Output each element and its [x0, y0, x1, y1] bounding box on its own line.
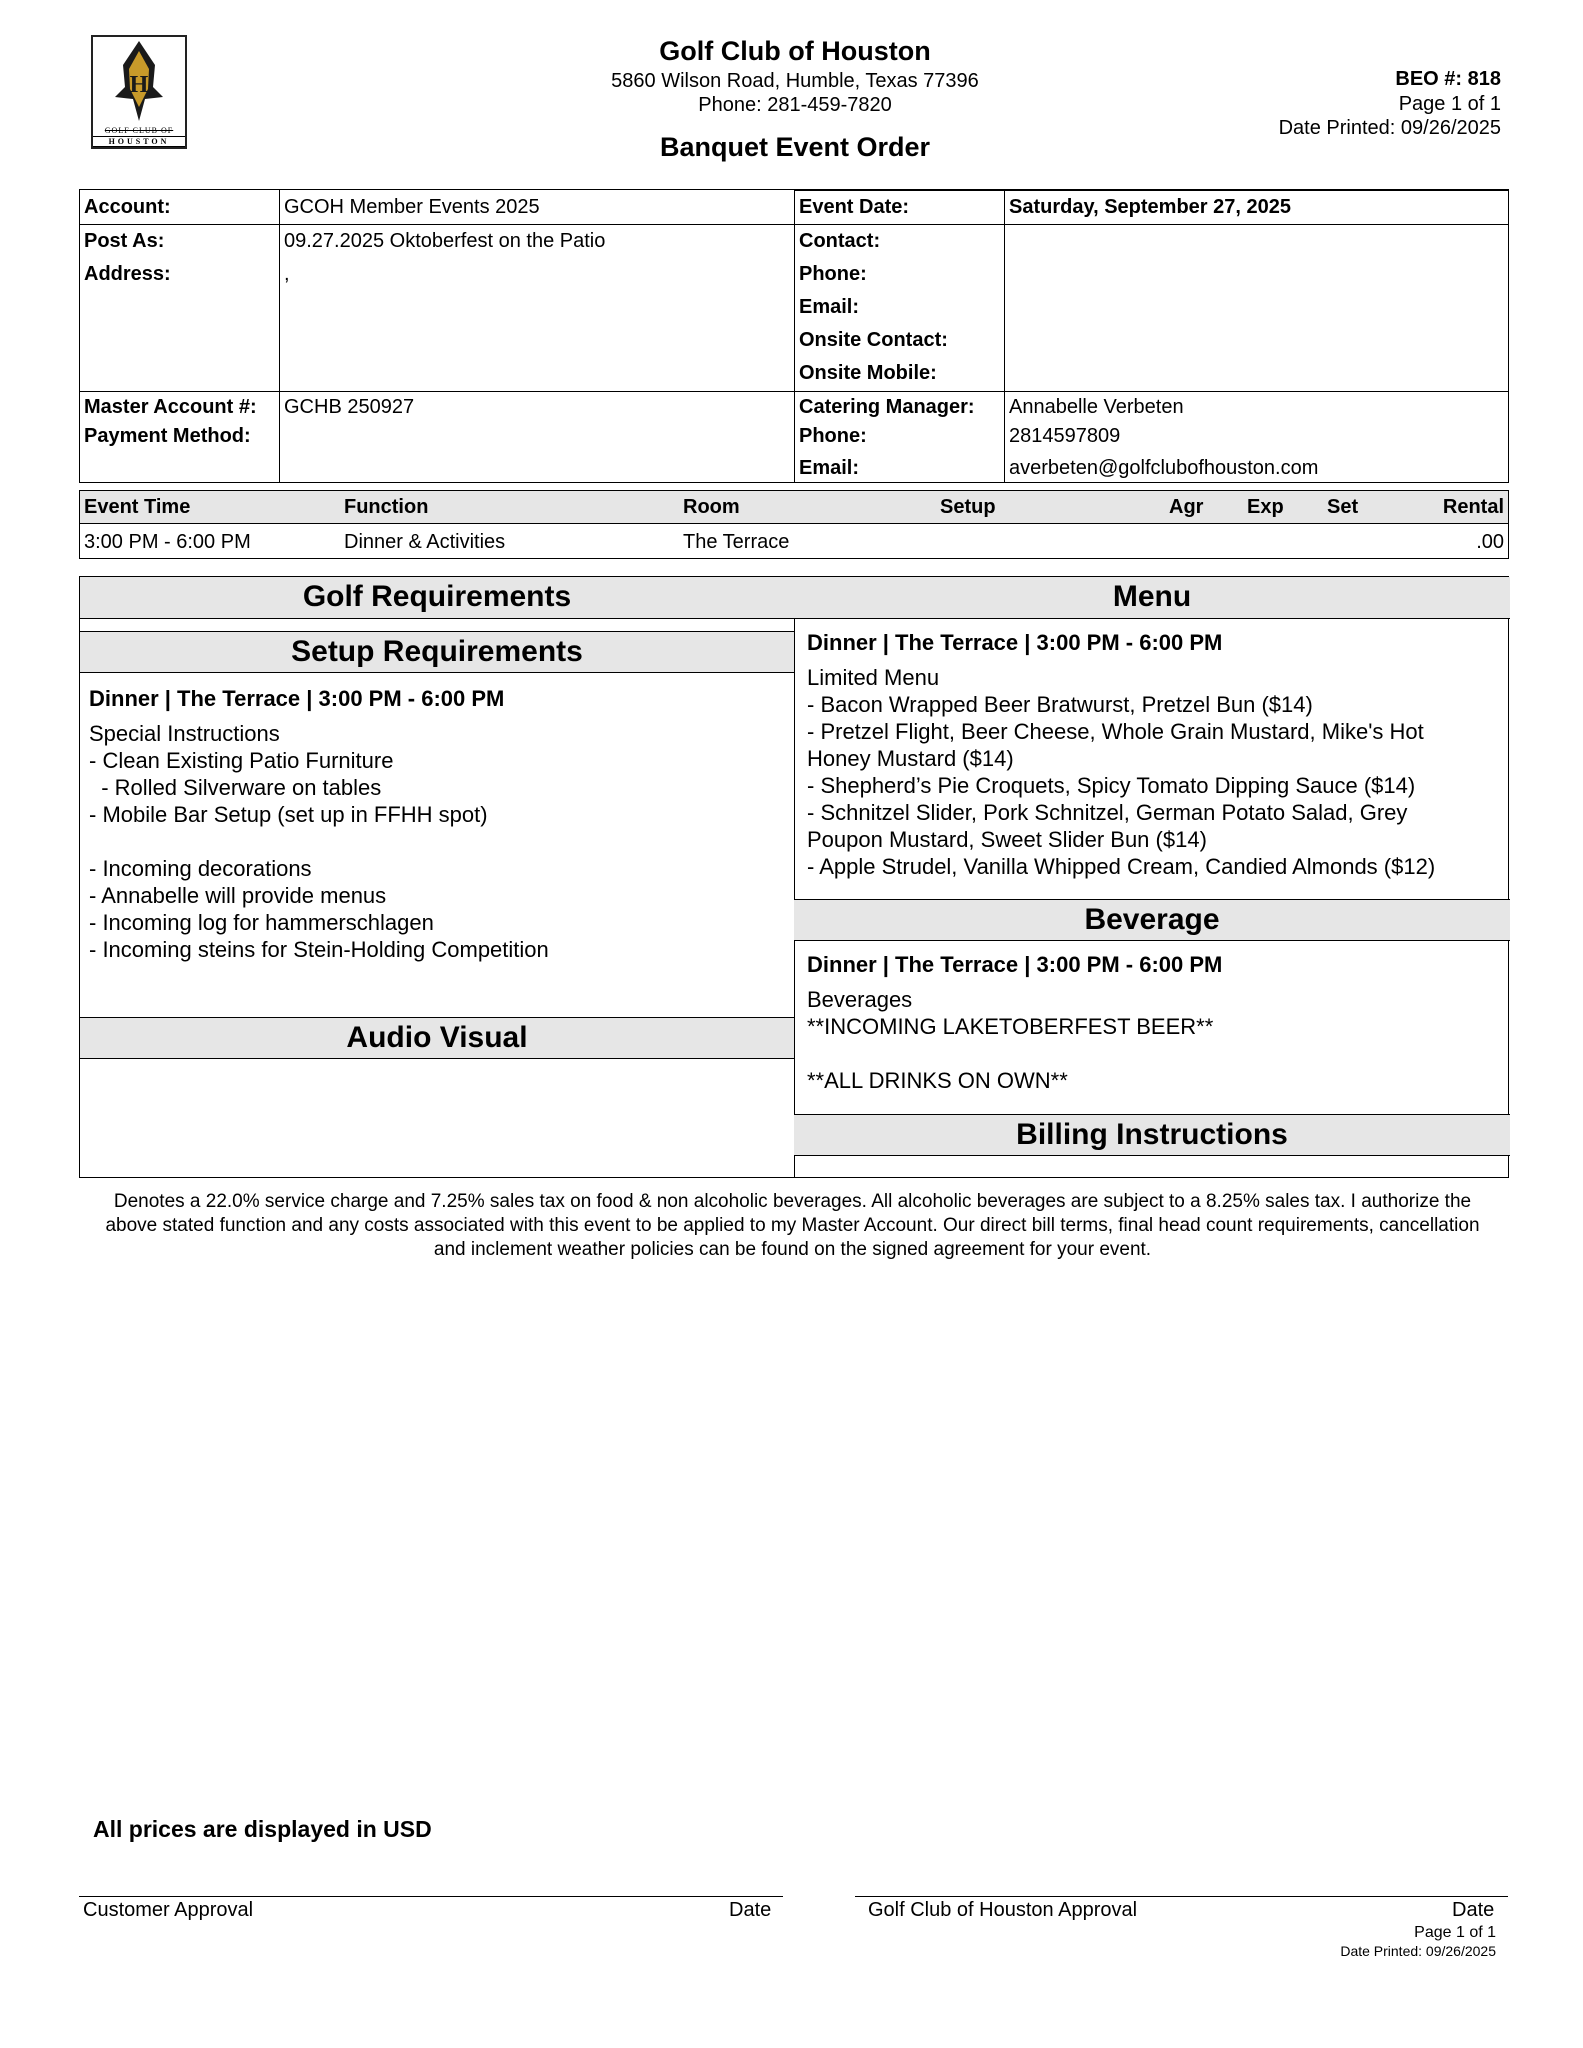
col-rental: Rental — [1442, 496, 1504, 518]
customer-signature-line — [79, 1896, 783, 1897]
setup-requirements-heading: Setup Requirements — [80, 631, 794, 673]
menu-subheading: Dinner | The Terrace | 3:00 PM - 6:00 PM — [807, 630, 1223, 655]
beo-number: BEO #: 818 — [1395, 68, 1501, 90]
event-time-table — [79, 490, 1509, 559]
logo-text-bottom: HOUSTON — [93, 136, 185, 147]
catering-manager-value: Annabelle Verbeten — [1009, 396, 1184, 418]
setup-instructions: Special Instructions - Clean Existing Patio Furniture - Rolled Silverware on tables - Mobile Bar Setup (set up in FFHH spot) - Incoming decorations - Annabelle will provide menus - Incoming log for hammerschlagen - Incoming steins for Stein-Holding Competition — [89, 721, 549, 962]
golf-requirements-heading: Golf Requirements — [80, 577, 794, 619]
master-account-value: GCHB 250927 — [284, 396, 415, 418]
row-event-time: 3:00 PM - 6:00 PM — [84, 531, 251, 553]
cm-phone-label: Phone: — [799, 425, 867, 447]
col-function: Function — [344, 496, 429, 518]
account-info-table — [79, 189, 1509, 483]
cm-phone-value: 2814597809 — [1009, 425, 1121, 447]
audio-visual-heading: Audio Visual — [80, 1017, 794, 1059]
master-account-label: Master Account #: — [84, 396, 257, 418]
club-logo — [91, 35, 187, 149]
col-agr: Agr — [1169, 496, 1204, 518]
phone-label: Phone: — [799, 263, 867, 285]
beverage-details: Beverages **INCOMING LAKETOBERFEST BEER** **ALL DRINKS ON OWN** — [807, 987, 1214, 1093]
footer-date-printed: Date Printed: 09/26/2025 — [1340, 1943, 1496, 1959]
col-event-time: Event Time — [84, 496, 191, 518]
post-as-label: Post As: — [84, 230, 165, 252]
menu-heading: Menu — [794, 577, 1510, 619]
row-function: Dinner & Activities — [344, 531, 506, 553]
row-rental: .00 — [1476, 531, 1504, 553]
club-name: Golf Club of Houston — [659, 36, 931, 66]
address-value: , — [284, 263, 290, 285]
cm-email-label: Email: — [799, 457, 860, 479]
page-number: Page 1 of 1 — [1398, 93, 1501, 115]
account-value: GCOH Member Events 2025 — [284, 196, 540, 218]
requirements-sections — [79, 576, 1509, 1178]
event-date-label: Event Date: — [799, 196, 910, 218]
setup-subheading: Dinner | The Terrace | 3:00 PM - 6:00 PM — [89, 686, 505, 711]
email-label: Email: — [799, 296, 860, 318]
beverage-subheading: Dinner | The Terrace | 3:00 PM - 6:00 PM — [807, 952, 1223, 977]
col-set: Set — [1327, 496, 1359, 518]
event-table-header — [80, 491, 1508, 524]
customer-approval-label: Customer Approval — [83, 1899, 254, 1921]
address-label: Address: — [84, 263, 171, 285]
document-title: Banquet Event Order — [659, 132, 931, 162]
row-room: The Terrace — [683, 531, 790, 553]
beverage-heading: Beverage — [794, 899, 1510, 941]
billing-instructions-heading: Billing Instructions — [794, 1114, 1510, 1156]
arrowhead-logo-icon — [93, 37, 185, 125]
onsite-mobile-label: Onsite Mobile: — [799, 362, 937, 384]
disclaimer-text: Denotes a 22.0% service charge and 7.25% sales tax on food & non alcoholic beverages. All alcoholic beverages are subject to a 8.25% sales tax. I authorize the above stated function and any costs associated with this event to be applied to my Master Account. Our direct bill terms, final head count requirements, cancellation and inclement weather policies can be found on the signed agreement for your event. — [105, 1191, 1480, 1260]
logo-text-top: GOLF CLUB OF — [104, 126, 174, 135]
col-room: Room — [683, 496, 740, 518]
post-as-value: 09.27.2025 Oktoberfest on the Patio — [284, 230, 606, 252]
payment-method-label: Payment Method: — [84, 425, 251, 447]
customer-date-label: Date — [729, 1899, 772, 1921]
catering-manager-label: Catering Manager: — [799, 396, 975, 418]
svg-text:H: H — [129, 72, 149, 98]
club-date-label: Date — [1452, 1899, 1495, 1921]
club-approval-label: Golf Club of Houston Approval — [868, 1899, 1138, 1921]
club-address: 5860 Wilson Road, Humble, Texas 77396 — [611, 70, 979, 92]
usd-note: All prices are displayed in USD — [93, 1816, 432, 1842]
club-phone: Phone: 281-459-7820 — [698, 94, 892, 116]
contact-label: Contact: — [799, 230, 881, 252]
col-exp: Exp — [1247, 496, 1284, 518]
club-signature-line — [855, 1896, 1508, 1897]
col-setup: Setup — [940, 496, 996, 518]
event-date-value: Saturday, September 27, 2025 — [1009, 196, 1291, 218]
onsite-contact-label: Onsite Contact: — [799, 329, 948, 351]
cm-email-value: averbeten@golfclubofhouston.com — [1009, 457, 1319, 479]
date-printed: Date Printed: 09/26/2025 — [1278, 117, 1501, 139]
menu-items: Limited Menu - Bacon Wrapped Beer Bratwurst, Pretzel Bun ($14) - Pretzel Flight, Beer Cheese, Whole Grain Mustard, Mike's Hot Honey Mustard ($14) - Shepherd’s Pie Croquets, Spicy Tomato Dipping Sauce ($14) - Schnitzel Slider, Pork Schnitzel, German Potato Salad, Grey Poupon Mustard, Sweet Slider Bun ($14) - Apple Strudel, Vanilla Whipped Cream, Candied Almonds ($12) — [807, 665, 1436, 879]
footer-page-number: Page 1 of 1 — [1414, 1924, 1496, 1941]
account-label: Account: — [84, 196, 171, 218]
